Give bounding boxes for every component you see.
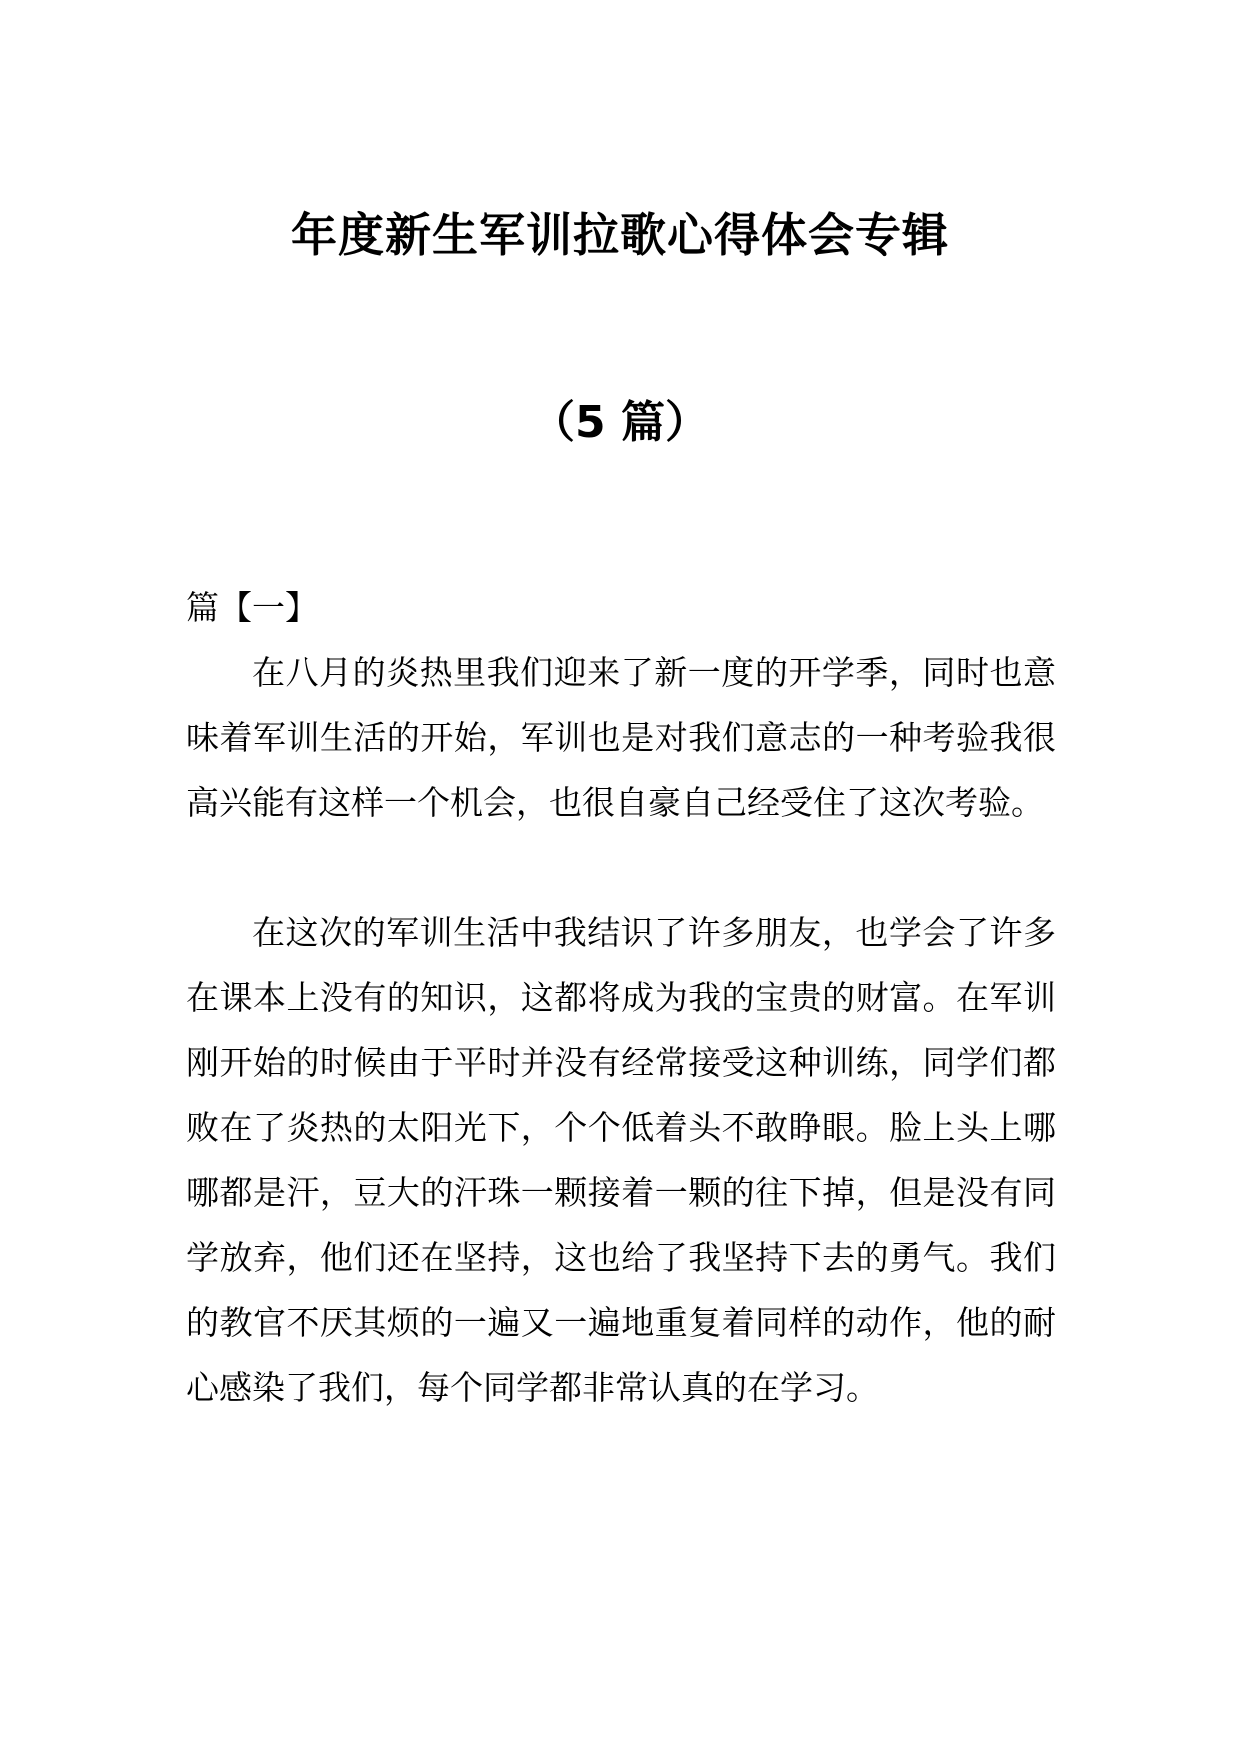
document-body <box>186 575 1056 1420</box>
section-heading: 篇【一】 <box>186 588 318 627</box>
document-title: 年度新生军训拉歌心得体会专辑 <box>291 208 949 262</box>
paragraph-spacer <box>186 835 1056 900</box>
paragraph: 在八月的炎热里我们迎来了新一度的开学季，同时也意味着军训生活的开始，军训也是对我们意志的一种考验我很高兴能有这样一个机会，也很自豪自己经受住了这次考验。 <box>186 653 1056 822</box>
document-subtitle: （5 篇） <box>531 397 709 448</box>
paragraph: 在这次的军训生活中我结识了许多朋友，也学会了许多在课本上没有的知识，这都将成为我的宝贵的财富。在军训刚开始的时候由于平时并没有经常接受这种训练，同学们都败在了炎热的太阳光下，个个低着头不敢睁眼。脸上头上哪哪都是汗，豆大的汗珠一颗接着一颗的往下掉，但是没有同学放弃，他们还在坚持，这也给了我坚持下去的勇气。我们的教官不厌其烦的一遍又一遍地重复着同样的动作，他的耐心感染了我们，每个同学都非常认真的在学习。 <box>186 913 1056 1407</box>
